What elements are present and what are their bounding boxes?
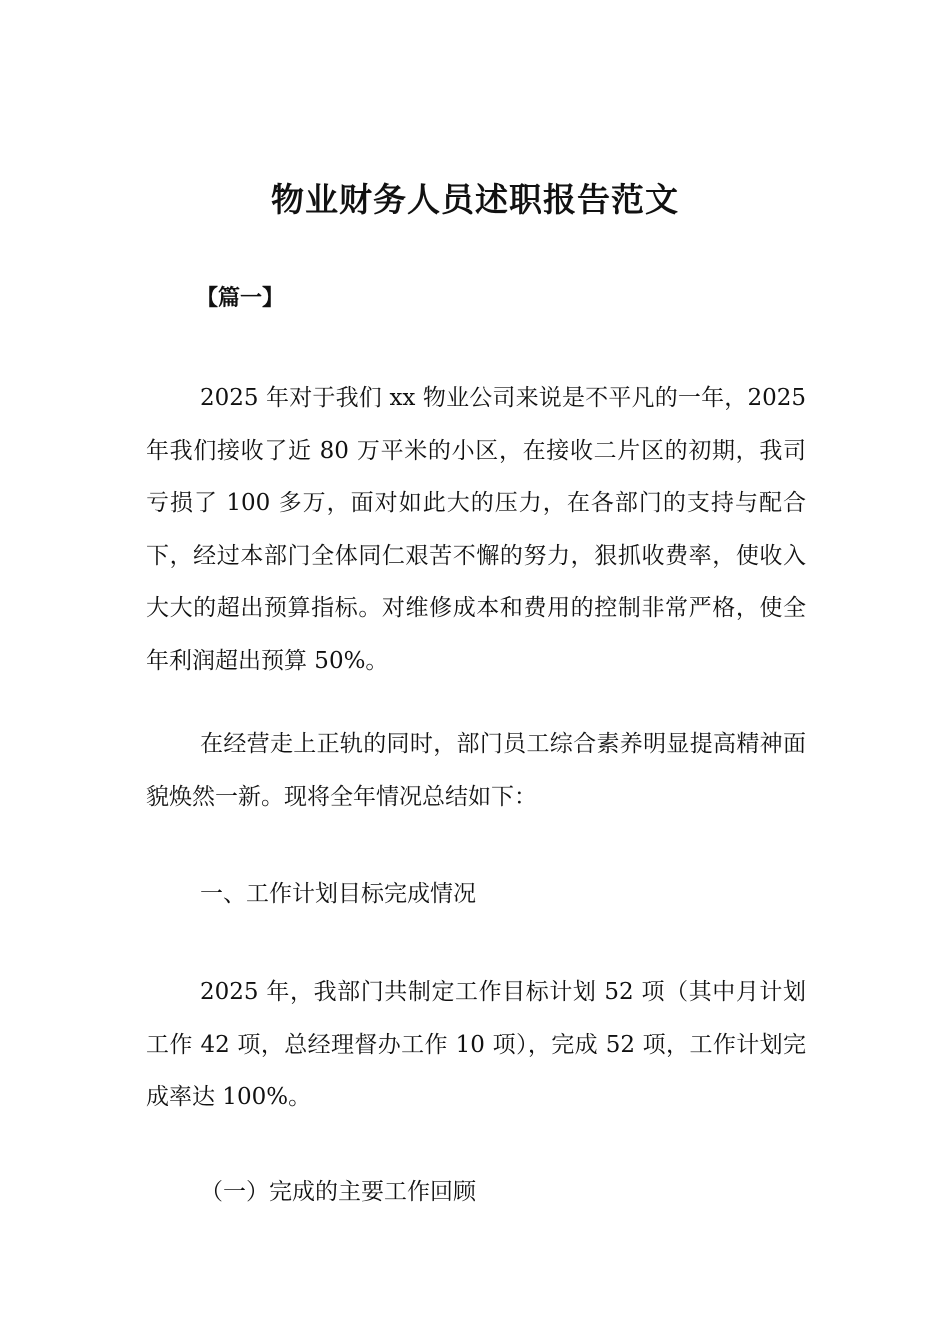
heading-two: （一）完成的主要工作回顾: [200, 1179, 476, 1205]
heading-one: 一、工作计划目标完成情况: [200, 881, 476, 907]
paragraph-intro: 2025 年对于我们 xx 物业公司来说是不平凡的一年，2025 年我们接收了近 80 万平米的小区，在接收二片区的初期，我司亏损了 100 多万，面对如此大的压力，在各部门的支持与配合下，经过本部门全体同仁艰苦不懈的努力，狠抓收费率，使收入大大的超出预算指标。对维修成本和费用的控制非常严格，使全年利润超出预算 50%。: [146, 385, 806, 674]
section-label: 【篇一】: [196, 286, 285, 311]
paragraph-third: 2025 年，我部门共制定工作目标计划 52 项（其中月计划工作 42 项，总经理督办工作 10 项），完成 52 项，工作计划完成率达 100%。: [146, 979, 806, 1110]
document-title: 物业财务人员述职报告范文: [271, 180, 679, 219]
paragraph-second: 在经营走上正轨的同时，部门员工综合素养明显提高精神面貌焕然一新。现将全年情况总结如下：: [146, 731, 806, 810]
